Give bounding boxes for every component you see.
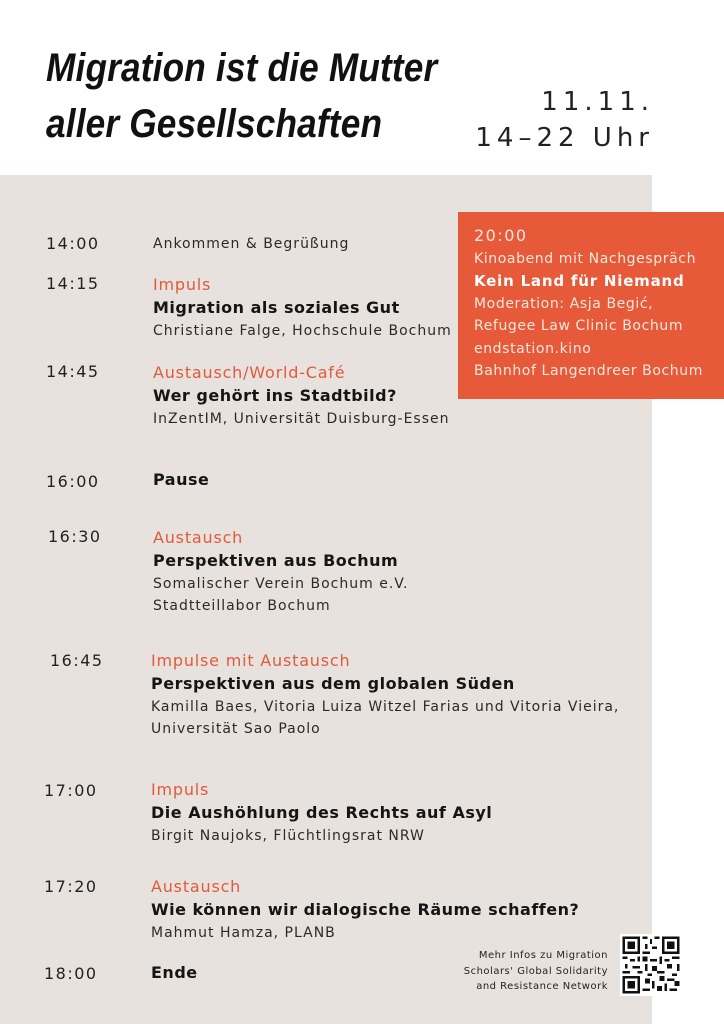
schedule-item — [151, 778, 631, 847]
schedule-item — [153, 361, 633, 430]
item-title: Perspektiven aus dem globalen Süden — [151, 674, 515, 693]
item-person: Stadtteillabor Bochum — [153, 598, 331, 614]
schedule-item — [153, 233, 633, 255]
item-person: Birgit Naujoks, Flüchtlingsrat NRW — [151, 828, 425, 844]
evening-org: Refugee Law Clinic Bochum — [474, 318, 684, 334]
time-label: 18:00 — [44, 964, 98, 983]
time-label: 17:00 — [44, 781, 98, 800]
info-line-1: Mehr Infos zu Migration — [478, 950, 608, 961]
item-title: Wie können wir dialogische Räume schaffen? — [151, 900, 580, 919]
schedule-item — [151, 875, 631, 944]
item-title: Pause — [153, 470, 210, 489]
item-title: Migration als soziales Gut — [153, 298, 400, 317]
schedule-item — [153, 468, 633, 492]
item-person: InZentIM, Universität Duisburg-Essen — [153, 411, 450, 427]
item-person: Christiane Falge, Hochschule Bochum — [153, 323, 452, 339]
time-label: 16:45 — [50, 651, 104, 670]
evening-time: 20:00 — [474, 226, 528, 245]
title-line-1: Migration ist die Mutter — [46, 46, 438, 90]
poster-title — [46, 40, 437, 152]
item-person: Universität Sao Paolo — [151, 721, 321, 737]
evening-title: Kein Land für Niemand — [474, 272, 685, 290]
item-title: Ende — [151, 963, 198, 982]
item-person: Somalischer Verein Bochum e.V. — [153, 576, 409, 592]
item-title: Perspektiven aus Bochum — [153, 551, 399, 570]
time-label: 14:15 — [46, 274, 100, 293]
evening-venue-1: endstation.kino — [474, 340, 592, 357]
item-category: Impuls — [151, 780, 210, 799]
item-category: Austausch — [153, 528, 244, 547]
item-text: Ankommen & Begrüßung — [153, 236, 350, 252]
schedule-item — [153, 273, 633, 342]
time-label: 14:00 — [46, 234, 100, 253]
schedule-item — [153, 526, 633, 617]
schedule-item — [151, 649, 631, 740]
item-person: Kamilla Baes, Vitoria Luiza Witzel Farias und Vitoria Vieira, — [151, 699, 620, 715]
event-date-block — [475, 84, 654, 156]
item-category: Impuls — [153, 275, 212, 294]
item-title: Wer gehört ins Stadtbild? — [153, 386, 397, 405]
item-category: Austausch — [151, 877, 242, 896]
title-line-2: aller Gesellschaften — [46, 102, 383, 146]
event-date: 11.11. — [541, 87, 654, 117]
evening-subtitle: Kinoabend mit Nachgespräch — [474, 250, 697, 267]
evening-moderation: Moderation: Asja Begić, — [474, 295, 654, 312]
qr-code-icon[interactable] — [620, 934, 682, 996]
time-label: 16:30 — [48, 527, 102, 546]
evening-venue-2: Bahnhof Langendreer Bochum — [474, 363, 703, 379]
time-label: 14:45 — [46, 362, 100, 381]
item-category: Impulse mit Austausch — [151, 651, 351, 670]
time-label: 17:20 — [44, 877, 98, 896]
time-label: 16:00 — [46, 472, 100, 491]
item-title: Die Aushöhlung des Rechts auf Asyl — [151, 803, 493, 822]
info-line-2: Scholars' Global Solidarity — [463, 965, 608, 977]
item-person: Mahmut Hamza, PLANB — [151, 925, 336, 941]
item-category: Austausch/World-Café — [153, 363, 346, 382]
more-info-text — [464, 948, 608, 995]
event-hours: 14–22 Uhr — [475, 123, 654, 153]
info-line-3: and Resistance Network — [476, 981, 608, 992]
